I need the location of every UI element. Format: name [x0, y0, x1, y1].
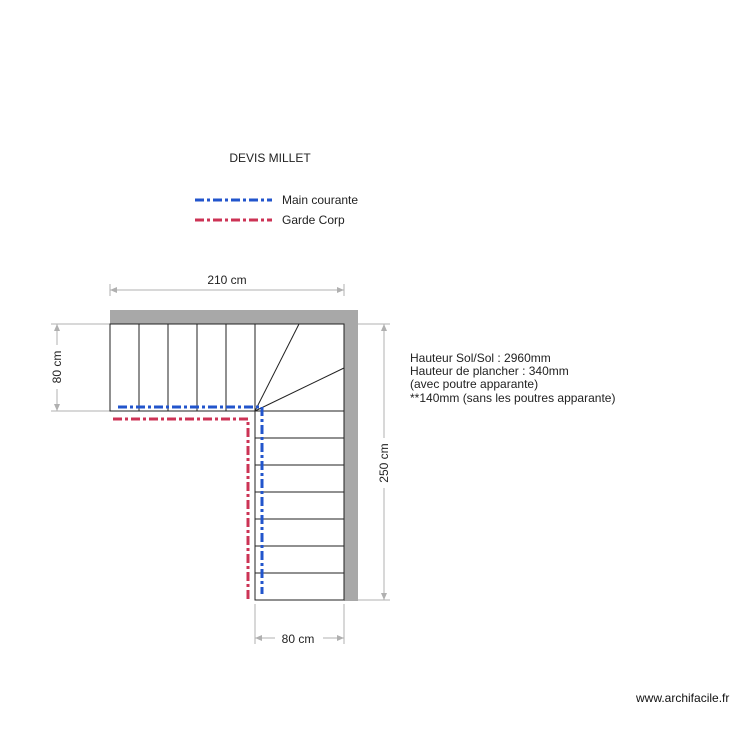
note-floor-thickness: Hauteur de plancher : 340mm	[410, 364, 569, 378]
dimension-right-label: 250 cm	[377, 443, 391, 483]
dimension-left	[48, 324, 110, 411]
dimension-right	[358, 324, 393, 600]
dimension-top	[110, 271, 344, 296]
stair-upper-flight	[110, 324, 255, 411]
dimension-left-label: 80 cm	[50, 350, 64, 384]
guardrail-line	[113, 419, 248, 600]
stair-lower-flight	[255, 411, 344, 600]
dimension-bottom	[255, 604, 344, 647]
wall-top	[110, 310, 358, 324]
stair-winder-landing	[255, 324, 344, 411]
dimension-bottom-label: 80 cm	[281, 632, 315, 646]
watermark: www.archifacile.fr	[636, 691, 730, 705]
dimension-top-label: 210 cm	[207, 273, 247, 287]
wall-right	[344, 310, 358, 601]
note-floor-height: Hauteur Sol/Sol : 2960mm	[410, 351, 551, 365]
note-without-beams: **140mm (sans les poutres apparante)	[410, 391, 616, 405]
note-beam-visible: (avec poutre apparante)	[410, 377, 539, 391]
notes	[410, 351, 615, 405]
plan-title: DEVIS MILLET	[229, 151, 311, 165]
legend-handrail-label: Main courante	[282, 193, 359, 207]
legend	[195, 193, 358, 227]
legend-guardrail-label: Garde Corp	[282, 213, 345, 227]
handrail-line	[118, 407, 262, 594]
